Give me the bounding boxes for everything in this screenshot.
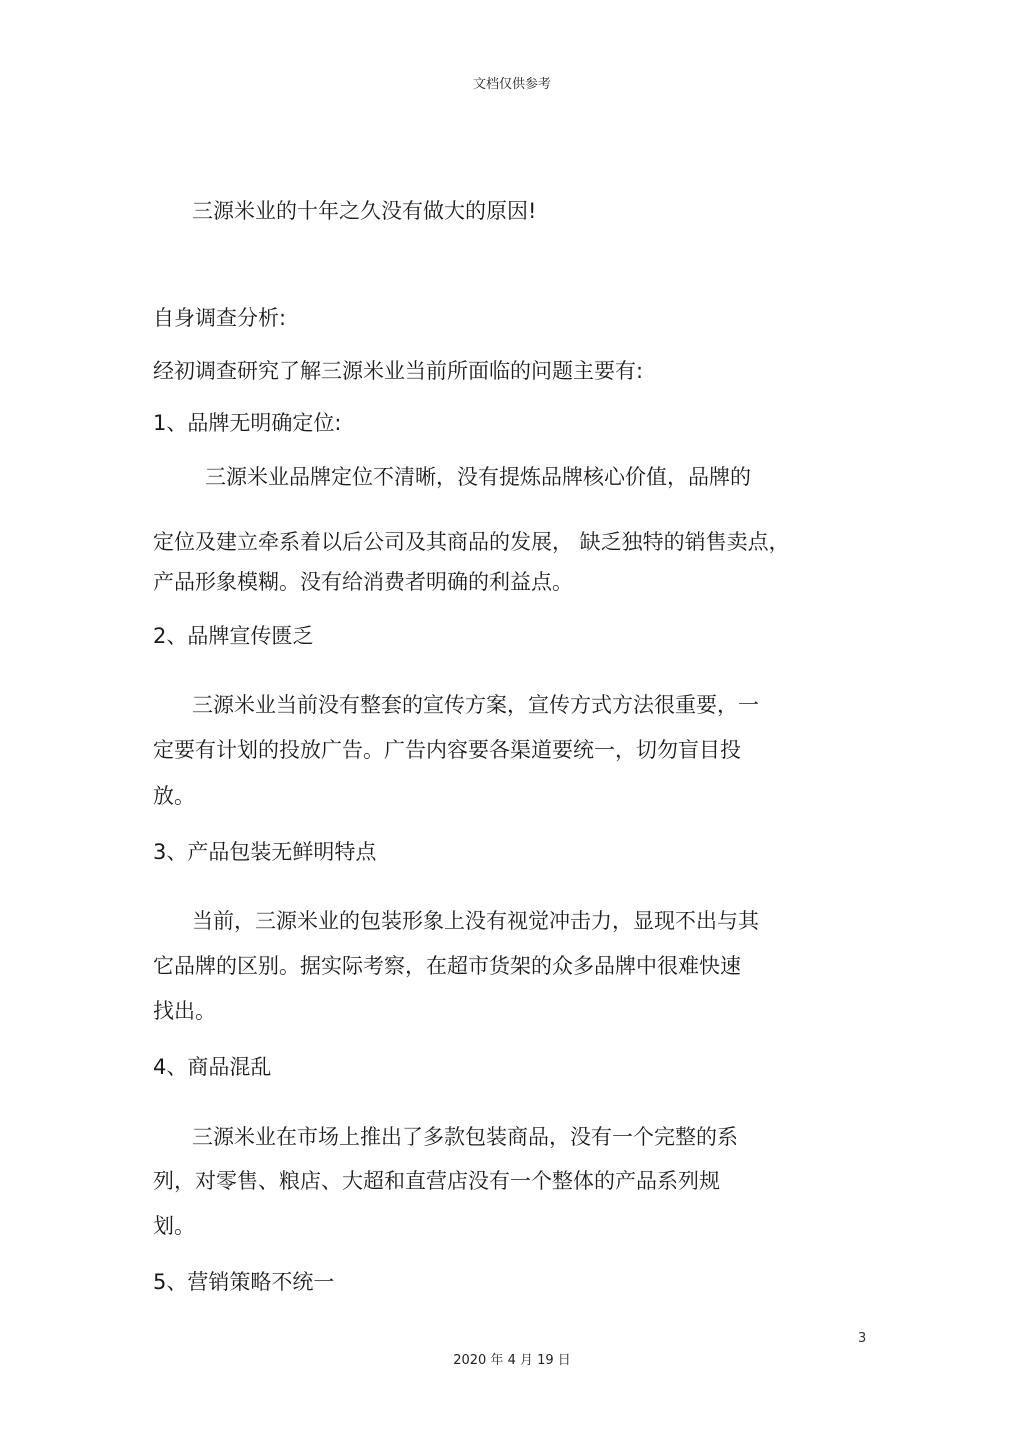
footer-date: 2020 年 4 月 19 日: [453, 1353, 571, 1368]
document-title: 三源米业的十年之久没有做大的原因!: [192, 199, 537, 223]
paragraph-line: 定位及建立牵系着以后公司及其商品的发展， 缺乏独特的销售卖点，: [153, 530, 790, 554]
paragraph-line: 找出。: [153, 999, 216, 1023]
point-heading-3: 3、产品包装无鲜明特点: [153, 840, 377, 864]
point-heading-2: 2、品牌宣传匮乏: [153, 624, 314, 648]
paragraph-line: 产品形象模糊。没有给消费者明确的利益点。: [153, 570, 573, 594]
point-heading-1: 1、品牌无明确定位:: [153, 411, 342, 435]
paragraph-line: 列，对零售、粮店、大超和直营店没有一个整体的产品系列规: [153, 1169, 720, 1193]
paragraph-line: 当前，三源米业的包装形象上没有视觉冲击力，显现不出与其: [192, 909, 759, 933]
header-note: 文档仅供参考: [472, 77, 551, 92]
paragraph-line: 定要有计划的投放广告。广告内容要各渠道要统一，切勿盲目投: [153, 738, 741, 762]
paragraph-line: 三源米业在市场上推出了多款包装商品，没有一个完整的系: [192, 1125, 738, 1149]
paragraph-line: 划。: [153, 1214, 195, 1238]
point-heading-4: 4、商品混乱: [153, 1055, 272, 1079]
paragraph-line: 三源米业当前没有整套的宣传方案，宣传方式方法很重要，一: [192, 693, 759, 717]
section-heading-self-analysis: 自身调查分析:: [153, 306, 287, 330]
intro-line: 经初调查研究了解三源米业当前所面临的问题主要有:: [153, 359, 644, 383]
paragraph-line: 放。: [153, 784, 195, 808]
paragraph-line: 它品牌的区别。据实际考察，在超市货架的众多品牌中很难快速: [153, 954, 741, 978]
paragraph-line: 三源米业品牌定位不清晰，没有提炼品牌核心价值，品牌的: [205, 465, 751, 489]
page-number: 3: [858, 1331, 867, 1346]
point-heading-5: 5、营销策略不统一: [153, 1270, 335, 1294]
